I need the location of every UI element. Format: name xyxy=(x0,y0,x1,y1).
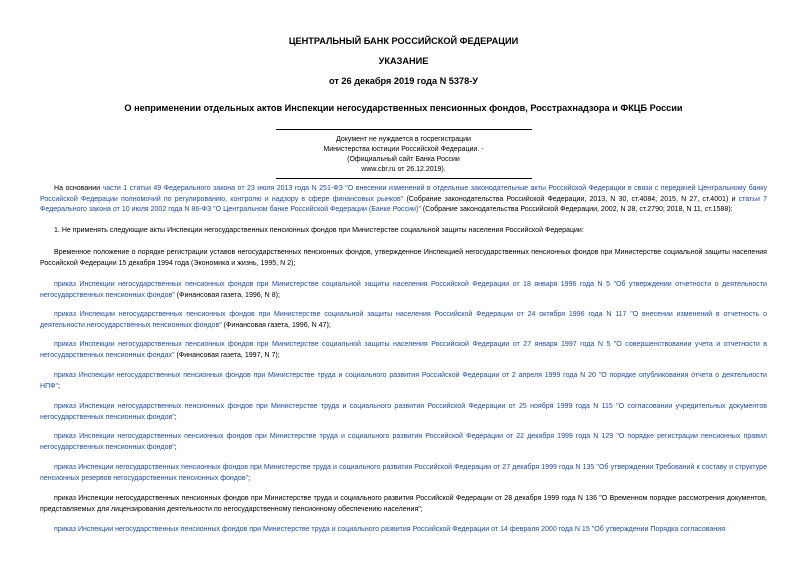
basis-link-law-86[interactable]: статьи 7 Федерального закона от 10 июля 2002 года N 86-ФЗ "О Центральном банке Российской Федерации (Банке России)" xyxy=(40,195,767,214)
item-source: ; xyxy=(174,443,177,451)
item-source: ; xyxy=(248,474,251,482)
issuer-heading: ЦЕНТРАЛЬНЫЙ БАНК РОССИЙСКОЙ ФЕДЕРАЦИИ xyxy=(288,36,519,46)
item-source: (Финансовая газета, 1997, N 7); xyxy=(174,351,280,359)
basis-suffix: (Собрание законодательства Российской Федерации, 2002, N 28, ст.2790; 2018, N 11, ст.1588): xyxy=(420,206,733,214)
item-source: ; xyxy=(174,413,177,421)
note-line-1: Документ не нуждается в госрегистрации xyxy=(336,136,471,143)
item-source: (Экономика и жизнь, 1995, N 2); xyxy=(189,259,296,267)
basis-link-law-251[interactable]: части 1 статьи 49 Федерального закона от 23 июля 2013 года N 251-ФЗ "О внесении изменений в отдельные законодательные акты Российской Федерации в связи с передачей Центральному банку Российской Федерации полномочий по регулированию, контролю и надзору в сфере финансовых рынков" xyxy=(40,185,767,203)
note-bottom-rule xyxy=(276,178,532,179)
item-act-link[interactable]: приказ Инспекции негосударственных пенсионных фондов при Министерстве труда и социального развития Российской Федерации от 22 декабря 1999 года N 129 "О порядке регистрации пенсионных правил негосударственных пенсионных фондов" xyxy=(40,433,767,451)
list-item xyxy=(40,248,767,269)
item-act-link[interactable]: приказ Инспекции негосударственных пенсионных фондов при Министерстве труда и социального развития Российской Федерации от 14 февраля 2000 года N 15 "Об утверждении Порядка согласования xyxy=(54,526,726,533)
list-item xyxy=(40,463,767,484)
list-item xyxy=(40,432,767,453)
note-line-4: www.cbr.ru от 26.12.2019). xyxy=(361,166,446,173)
item-act-link[interactable]: приказ Инспекции негосударственных пенсионных фондов при Министерстве социальной защиты населения Российской Федерации от 18 января 1996 года N 5 "Об утверждении отчетности о деятельности негосударственных пенсионных фондов" xyxy=(40,281,767,299)
item-act-text: приказ Инспекции негосударственных пенсионных фондов при Министерстве труда и социального развития Российской Федерации от 28 декабря 1999 года N 136 "О Временном порядке рассмотрения документов, представляемых для лицензирования деятельности по негосударственному пенсионному обеспечению населения" xyxy=(40,495,767,513)
list-item xyxy=(40,525,767,536)
basis-paragraph xyxy=(40,184,767,216)
note-line-2: Министерства юстиции Российской Федерации. - xyxy=(323,146,484,153)
list-item xyxy=(40,340,767,361)
list-item xyxy=(40,494,767,515)
list-item xyxy=(40,280,767,301)
basis-mid: (Собрание законодательства Российской Федерации, 2013, N 30, ст.4084; 2015, N 27, ст.4001) и xyxy=(403,195,739,203)
item-source: (Финансовая газета, 1996, N 47); xyxy=(221,321,331,329)
item-act-link[interactable]: приказ Инспекции негосударственных пенсионных фондов при Министерстве социальной защиты населения Российской Федерации от 24 октября 1996 года N 117 "О внесении изменений в отчетность о деятельности негосударственных пенсионных фондов" xyxy=(40,311,767,329)
clause-1: 1. Не применять следующие акты Инспекции негосударственных пенсионных фондов при Министерстве социальной защиты населения Российской Федерации: xyxy=(54,227,584,234)
item-act-link[interactable]: приказ Инспекции негосударственных пенсионных фондов при Министерстве труда и социального развития Российской Федерации от 25 ноября 1999 года N 115 "О согласовании учредительных документов негосударственных пенсионных фондов" xyxy=(40,403,767,421)
list-item xyxy=(40,402,767,423)
doc-type-heading: УКАЗАНИЕ xyxy=(378,56,429,66)
list-item xyxy=(40,371,767,392)
basis-prefix: На основании xyxy=(54,185,103,192)
document-title: О неприменении отдельных актов Инспекции негосударственных пенсионных фондов, Росстрахнадзора и ФКЦБ России xyxy=(124,103,683,113)
list-item xyxy=(40,310,767,331)
item-source: ; xyxy=(420,505,423,513)
item-act-link[interactable]: приказ Инспекции негосударственных пенсионных фондов при Министерстве труда и социального развития Российской Федерации от 2 апреля 1999 года N 20 "О порядке опубликования отчета о деятельности НПФ" xyxy=(40,372,767,390)
item-act-link[interactable]: приказ Инспекции негосударственных пенсионных фондов при Министерстве труда и социального развития Российской Федерации от 27 декабря 1999 года N 135 "Об утверждении Требований к составу и структуре пенсионных резервов негосударственных пенсионных фондов" xyxy=(40,464,767,482)
note-top-rule xyxy=(276,129,532,130)
item-source: (Финансовая газета, 1996, N 8); xyxy=(174,291,280,299)
item-act-text: Временное положение о порядке регистрации уставов негосударственных пенсионных фондов, утвержденное Инспекцией негосударственных пенсионных фондов при Министерстве социальной защиты населения Российской Федерации 15 декабря 1994 года xyxy=(40,249,767,267)
item-source: ; xyxy=(58,382,60,390)
date-number-heading: от 26 декабря 2019 года N 5378-У xyxy=(328,76,479,86)
note-line-3: (Официальный сайт Банка России xyxy=(347,156,460,163)
item-act-link[interactable]: приказ Инспекции негосударственных пенсионных фондов при Министерстве социальной защиты населения Российской Федерации от 27 января 1997 года N 5 "О совершенствовании учета и отчетности в негосударственных пенсионных фондах" xyxy=(40,341,767,359)
